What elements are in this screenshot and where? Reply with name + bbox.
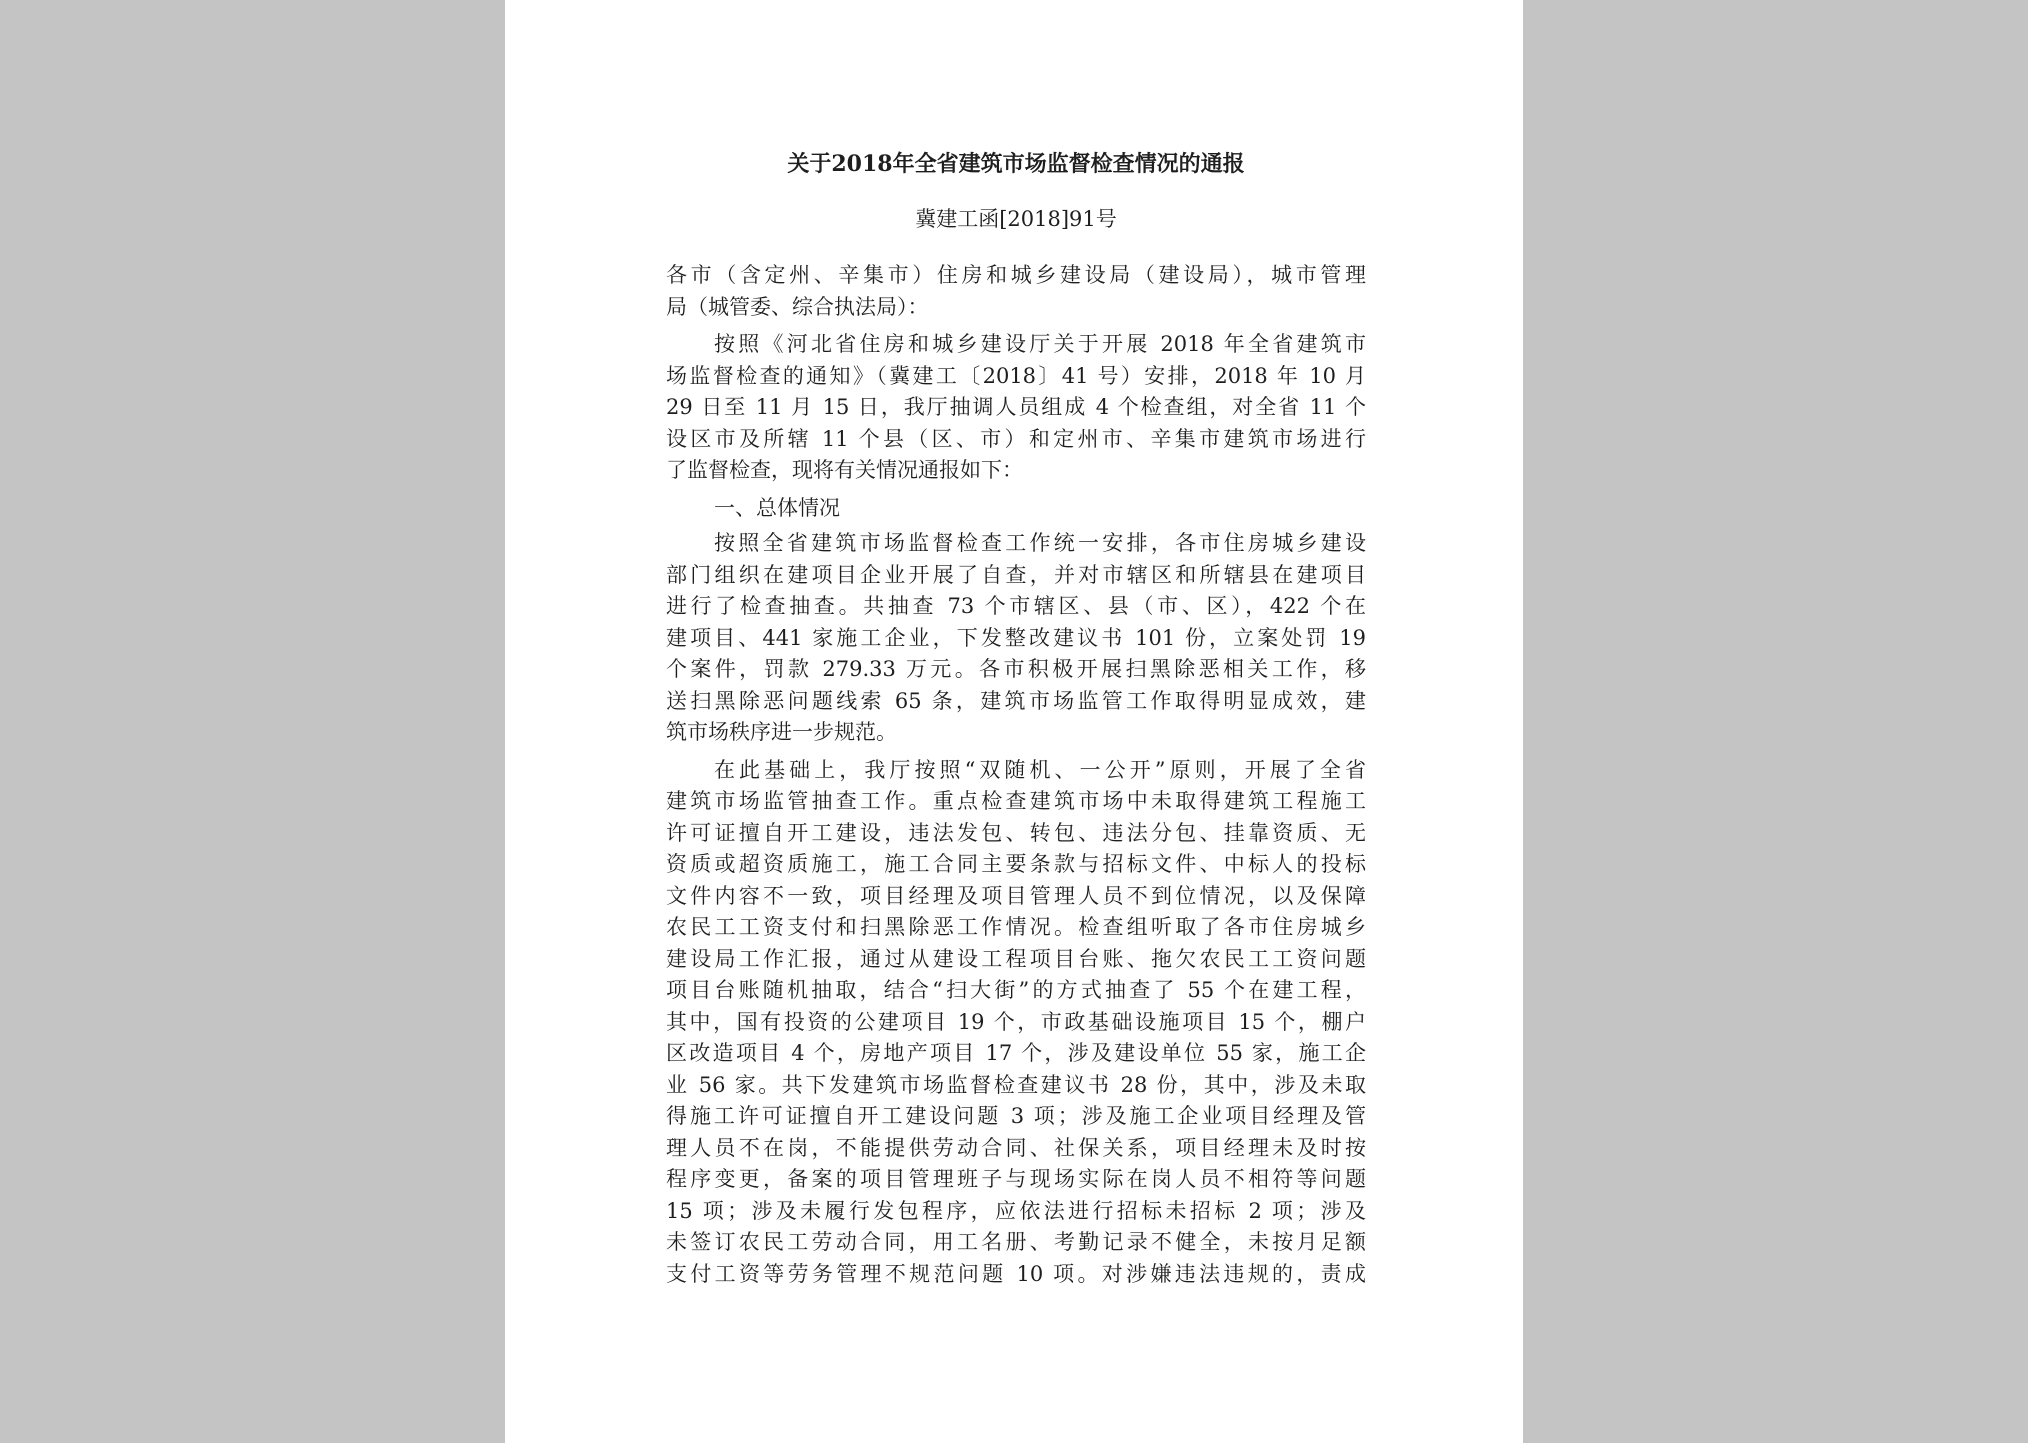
text-line: 未签订农民工劳动合同，用工名册、考勤记录不健全，未按月足额 [666,1230,1366,1254]
document-title: 关于2018年全省建筑市场监督检查情况的通报 [787,151,1245,177]
text-line: 按照《河北省住房和城乡建设厅关于开展 2018 年全省建筑市 [714,332,1366,356]
text-line: 部门组织在建项目企业开展了自查，并对市辖区和所辖县在建项目 [666,562,1366,587]
text-line: 建项目、441 家施工企业，下发整改建议书 101 份，立案处罚 19 [666,625,1366,650]
text-line: 许可证擅自开工建设，违法发包、转包、违法分包、挂靠资质、无 [666,820,1366,845]
text-line: 进行了检查抽查。共抽查 73 个市辖区、县（市、区），422 个在 [666,594,1366,618]
text-line: 资质或超资质施工，施工合同主要条款与招标文件、中标人的投标 [666,852,1366,876]
text-line: 设区市及所辖 11 个县（区、市）和定州市、辛集市建筑市场进行 [666,426,1366,451]
text-line: 得施工许可证擅自开工建设问题 3 项；涉及施工企业项目经理及管 [666,1104,1366,1128]
text-line: 场监督检查的通知》（冀建工〔2018〕41 号）安排，2018 年 10 月 [666,363,1366,388]
text-line: 局（城管委、综合执法局）： [666,294,929,319]
text-line: 程序变更，备案的项目管理班子与现场实际在岗人员不相符等问题 [666,1167,1366,1191]
text-line: 建筑市场监管抽查工作。重点检查建筑市场中未取得建筑工程施工 [666,789,1366,813]
text-line: 送扫黑除恶问题线索 65 条，建筑市场监管工作取得明显成效，建 [666,688,1366,713]
document-page [505,0,1523,1443]
text-line: 个案件，罚款 279.33 万元。各市积极开展扫黑除恶相关工作，移 [666,657,1366,681]
text-line: 项目台账随机抽取，结合“扫大街”的方式抽查了 55 个在建工程， [666,978,1366,1002]
text-line: 各市（含定州、辛集市）住房和城乡建设局（建设局），城市管理 [666,263,1366,287]
text-line: 业 56 家。共下发建筑市场监督检查建议书 28 份，其中，涉及未取 [666,1072,1366,1097]
text-line: 29 日至 11 月 15 日，我厅抽调人员组成 4 个检查组，对全省 11 个 [666,395,1366,419]
text-line: 在此基础上，我厅按照“双随机、一公开”原则，开展了全省 [714,757,1366,782]
text-line: 理人员不在岗，不能提供劳动合同、社保关系，项目经理未及时按 [666,1135,1366,1160]
paragraph-inspection [666,755,1366,1291]
text-line: 建设局工作汇报，通过从建设工程项目台账、拖欠农民工工资问题 [666,946,1366,971]
text-line: 其中，国有投资的公建项目 19 个，市政基础设施项目 15 个，棚户 [666,1009,1366,1034]
text-line: 了监督检查，现将有关情况通报如下： [666,458,1023,482]
text-line: 支付工资等劳务管理不规范问题 10 项。对涉嫌违法违规的，责成 [666,1261,1366,1286]
text-line: 筑市场秩序进一步规范。 [666,720,897,744]
text-line: 按照全省建筑市场监督检查工作统一安排，各市住房城乡建设 [714,531,1366,555]
addressee [666,260,1366,323]
document-body [666,260,1366,1296]
paragraph-overview [666,528,1366,749]
paragraph-intro [666,329,1366,487]
text-line: 15 项；涉及未履行发包程序，应依法进行招标未招标 2 项；涉及 [666,1198,1366,1223]
text-line: 区改造项目 4 个，房地产项目 17 个，涉及建设单位 55 家，施工企 [666,1041,1366,1065]
document-number: 冀建工函[2018]91号 [915,207,1117,231]
text-line: 农民工工资支付和扫黑除恶工作情况。检查组听取了各市住房城乡 [666,915,1366,939]
section-heading: 一、总体情况 [714,495,840,520]
text-line: 文件内容不一致，项目经理及项目管理人员不到位情况，以及保障 [666,883,1366,908]
